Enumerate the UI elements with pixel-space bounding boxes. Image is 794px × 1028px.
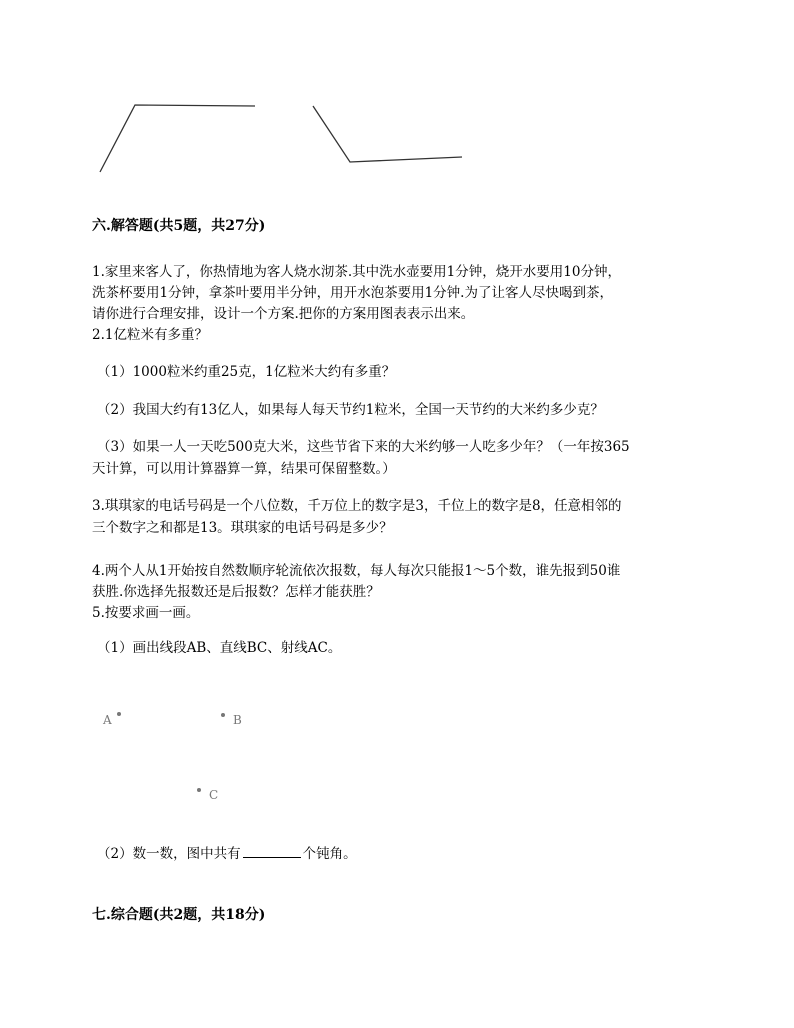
q5-sub2 (97, 843, 357, 864)
q5-sub1: （1）画出线段AB、直线BC、射线AC。 (97, 640, 342, 656)
q1-line2: 洗茶杯要用1分钟，拿茶叶要用半分钟，用开水泡茶要用1分钟.为了让客人尽快喝到茶， (92, 285, 613, 301)
q2-sub1: （1）1000粒米约重25克，1亿粒米大约有多重？ (97, 364, 396, 380)
q1-line1: 1.家里来客人了，你热情地为客人烧水沏茶.其中洗水壶要用1分钟，烧开水要用10分钟， (92, 264, 621, 280)
q4-line1: 4.两个人从1开始按自然数顺序轮流依次报数，每人每次只能报1～5个数，谁先报到50谁 (92, 563, 621, 579)
section6-heading: 六.解答题(共5题，共27分) (92, 218, 266, 234)
q2-sub2: （2）我国大约有13亿人，如果每人每天节约1粒米，全国一天节约的大米约多少克？ (97, 402, 604, 418)
q1-line3: 请你进行合理安排，设计一个方案.把你的方案用图表表示出来。 (92, 306, 475, 322)
point-b-dot (221, 713, 225, 717)
point-c-label: C (209, 788, 219, 802)
q2-title: 2.1亿粒米有多重？ (92, 327, 208, 343)
angle-figure-right (313, 106, 462, 162)
q5-title: 5.按要求画一画。 (92, 605, 200, 621)
q2-sub3-line1: （3）如果一人一天吃500克大米，这些节省下来的大米约够一人吃多少年？（一年按365 (97, 439, 630, 455)
angle-figure-left (100, 105, 255, 172)
angle-figures (0, 0, 794, 200)
q4-line2: 获胜.你选择先报数还是后报数？怎样才能获胜？ (92, 584, 380, 600)
point-a-label: A (103, 713, 112, 727)
q3-line2: 三个数字之和都是13。琪琪家的电话号码是多少？ (92, 520, 393, 536)
q2-sub3-line2: 天计算，可以用计算器算一算，结果可保留整数。） (92, 461, 396, 477)
section7-heading: 七.综合题(共2题，共18分) (92, 907, 266, 923)
q5-sub2-after: 个钝角。 (302, 846, 357, 862)
point-c-dot (197, 788, 201, 792)
answer-blank[interactable] (243, 843, 301, 858)
q5-sub2-before: （2）数一数，图中共有 (97, 846, 241, 862)
point-a-dot (117, 712, 121, 716)
q3-line1: 3.琪琪家的电话号码是一个八位数，千万位上的数字是3，千位上的数字是8，任意相邻的 (92, 498, 622, 514)
point-b-label: B (233, 713, 242, 727)
